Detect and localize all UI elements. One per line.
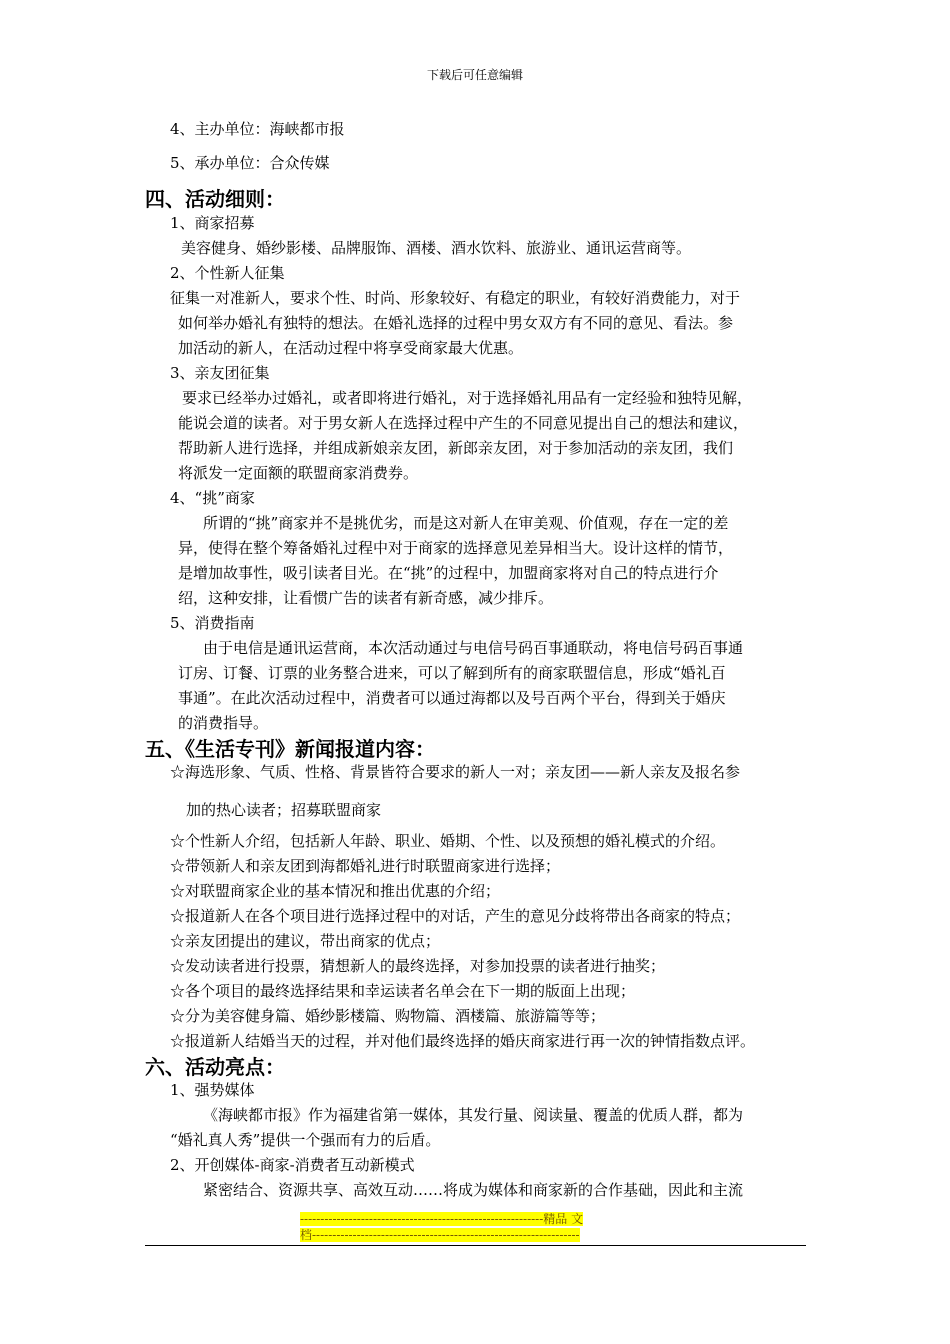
bullet-line: ☆带领新人和亲友团到海都婚礼进行时联盟商家进行选择； (170, 857, 561, 875)
subheading-merchant-recruit: 1、商家招募 (170, 214, 255, 232)
paragraph-line: 要求已经举办过婚礼，或者即将进行婚礼，对于选择婚礼用品有一定经验和独特见解， (182, 389, 753, 407)
subheading-strong-media: 1、强势媒体 (170, 1081, 255, 1099)
paragraph-line: “婚礼真人秀”提供一个强而有力的后盾。 (170, 1131, 441, 1149)
paragraph-line: 所谓的“挑”商家并不是挑优劣，而是这对新人在审美观、价值观，存在一定的差 (203, 514, 729, 532)
footer-line-2: 档------------------------------------------------------------------ (300, 1228, 580, 1242)
paragraph-line: 紧密结合、资源共享、高效互动……将成为媒体和商家新的合作基础，因此和主流 (203, 1181, 744, 1199)
bullet-line: ☆对联盟商家企业的基本情况和推出优惠的介绍； (170, 882, 501, 900)
section-heading-6: 六、活动亮点： (145, 1055, 285, 1079)
organizer-line: 4、主办单位：海峡都市报 (170, 120, 345, 138)
bullet-line: ☆亲友团提出的建议，带出商家的优点； (170, 932, 441, 950)
paragraph-line: 订房、订餐、订票的业务整合进来，可以了解到所有的商家联盟信息，形成“婚礼百 (178, 664, 726, 682)
footer-watermark (300, 1211, 650, 1243)
paragraph-line: 是增加故事性，吸引读者目光。在“挑”的过程中，加盟商家将对自己的特点进行介 (178, 564, 719, 582)
page-header: 下载后可任意编辑 (426, 68, 523, 82)
subheading-pick-merchant: 4、“挑”商家 (170, 489, 255, 507)
bullet-line: ☆各个项目的最终选择结果和幸运读者名单会在下一期的版面上出现； (170, 982, 636, 1000)
paragraph-line: 《海峡都市报》作为福建省第一媒体，其发行量、阅读量、覆盖的优质人群，都为 (203, 1106, 744, 1124)
bullet-line: ☆分为美容健身篇、婚纱影楼篇、购物篇、酒楼篇、旅游篇等等； (170, 1007, 606, 1025)
paragraph-line: 绍，这种安排，让看惯广告的读者有新奇感，减少排斥。 (178, 589, 554, 607)
footer-line-1: ------------------------------------------------------------精品 文 (300, 1212, 584, 1226)
undertaker-line: 5、承办单位：合众传媒 (170, 154, 330, 172)
bullet-line: 加的热心读者；招募联盟商家 (186, 801, 382, 819)
paragraph-line: 将派发一定面额的联盟商家消费券。 (178, 464, 419, 482)
bullet-line: ☆报道新人结婚当天的过程，并对他们最终选择的婚庆商家进行再一次的钟情指数点评。 (170, 1032, 756, 1050)
bullet-line: ☆报道新人在各个项目进行选择过程中的对话，产生的意见分歧将带出各商家的特点； (170, 907, 741, 925)
paragraph-line: 加活动的新人，在活动过程中将享受商家最大优惠。 (178, 339, 524, 357)
subheading-couple-recruit: 2、个性新人征集 (170, 264, 285, 282)
paragraph-line: 由于电信是通讯运营商，本次活动通过与电信号码百事通联动，将电信号码百事通 (203, 639, 744, 657)
subheading-friends-recruit: 3、亲友团征集 (170, 364, 270, 382)
bullet-line: ☆发动读者进行投票，猜想新人的最终选择，对参加投票的读者进行抽奖； (170, 957, 666, 975)
paragraph-line: 帮助新人进行选择，并组成新娘亲友团，新郎亲友团，对于参加活动的亲友团，我们 (178, 439, 734, 457)
paragraph-line: 征集一对准新人，要求个性、时尚、形象较好、有稳定的职业，有较好消费能力，对于 (170, 289, 741, 307)
section-heading-5: 五、《生活专刊》新闻报道内容： (145, 737, 435, 761)
paragraph-line: 的消费指导。 (178, 714, 269, 732)
paragraph-line: 事通”。在此次活动过程中，消费者可以通过海都以及号百两个平台，得到关于婚庆 (178, 689, 726, 707)
subheading-consumer-guide: 5、消费指南 (170, 614, 255, 632)
bullet-line: ☆海选形象、气质、性格、背景皆符合要求的新人一对；亲友团——新人亲友及报名参 (170, 763, 741, 781)
paragraph-line: 异，使得在整个筹备婚礼过程中对于商家的选择意见差异相当大。设计这样的情节， (178, 539, 734, 557)
subheading-interaction-mode: 2、开创媒体-商家-消费者互动新模式 (170, 1156, 415, 1174)
paragraph-line: 能说会道的读者。对于男女新人在选择过程中产生的不同意见提出自己的想法和建议， (178, 414, 749, 432)
footer-rule (145, 1245, 806, 1246)
paragraph-line: 美容健身、婚纱影楼、品牌服饰、酒楼、酒水饮料、旅游业、通讯运营商等。 (181, 239, 692, 257)
paragraph-line: 如何举办婚礼有独特的想法。在婚礼选择的过程中男女双方有不同的意见、看法。参 (178, 314, 734, 332)
section-heading-4: 四、活动细则： (145, 187, 285, 211)
bullet-line: ☆个性新人介绍，包括新人年龄、职业、婚期、个性、以及预想的婚礼模式的介绍。 (170, 832, 726, 850)
